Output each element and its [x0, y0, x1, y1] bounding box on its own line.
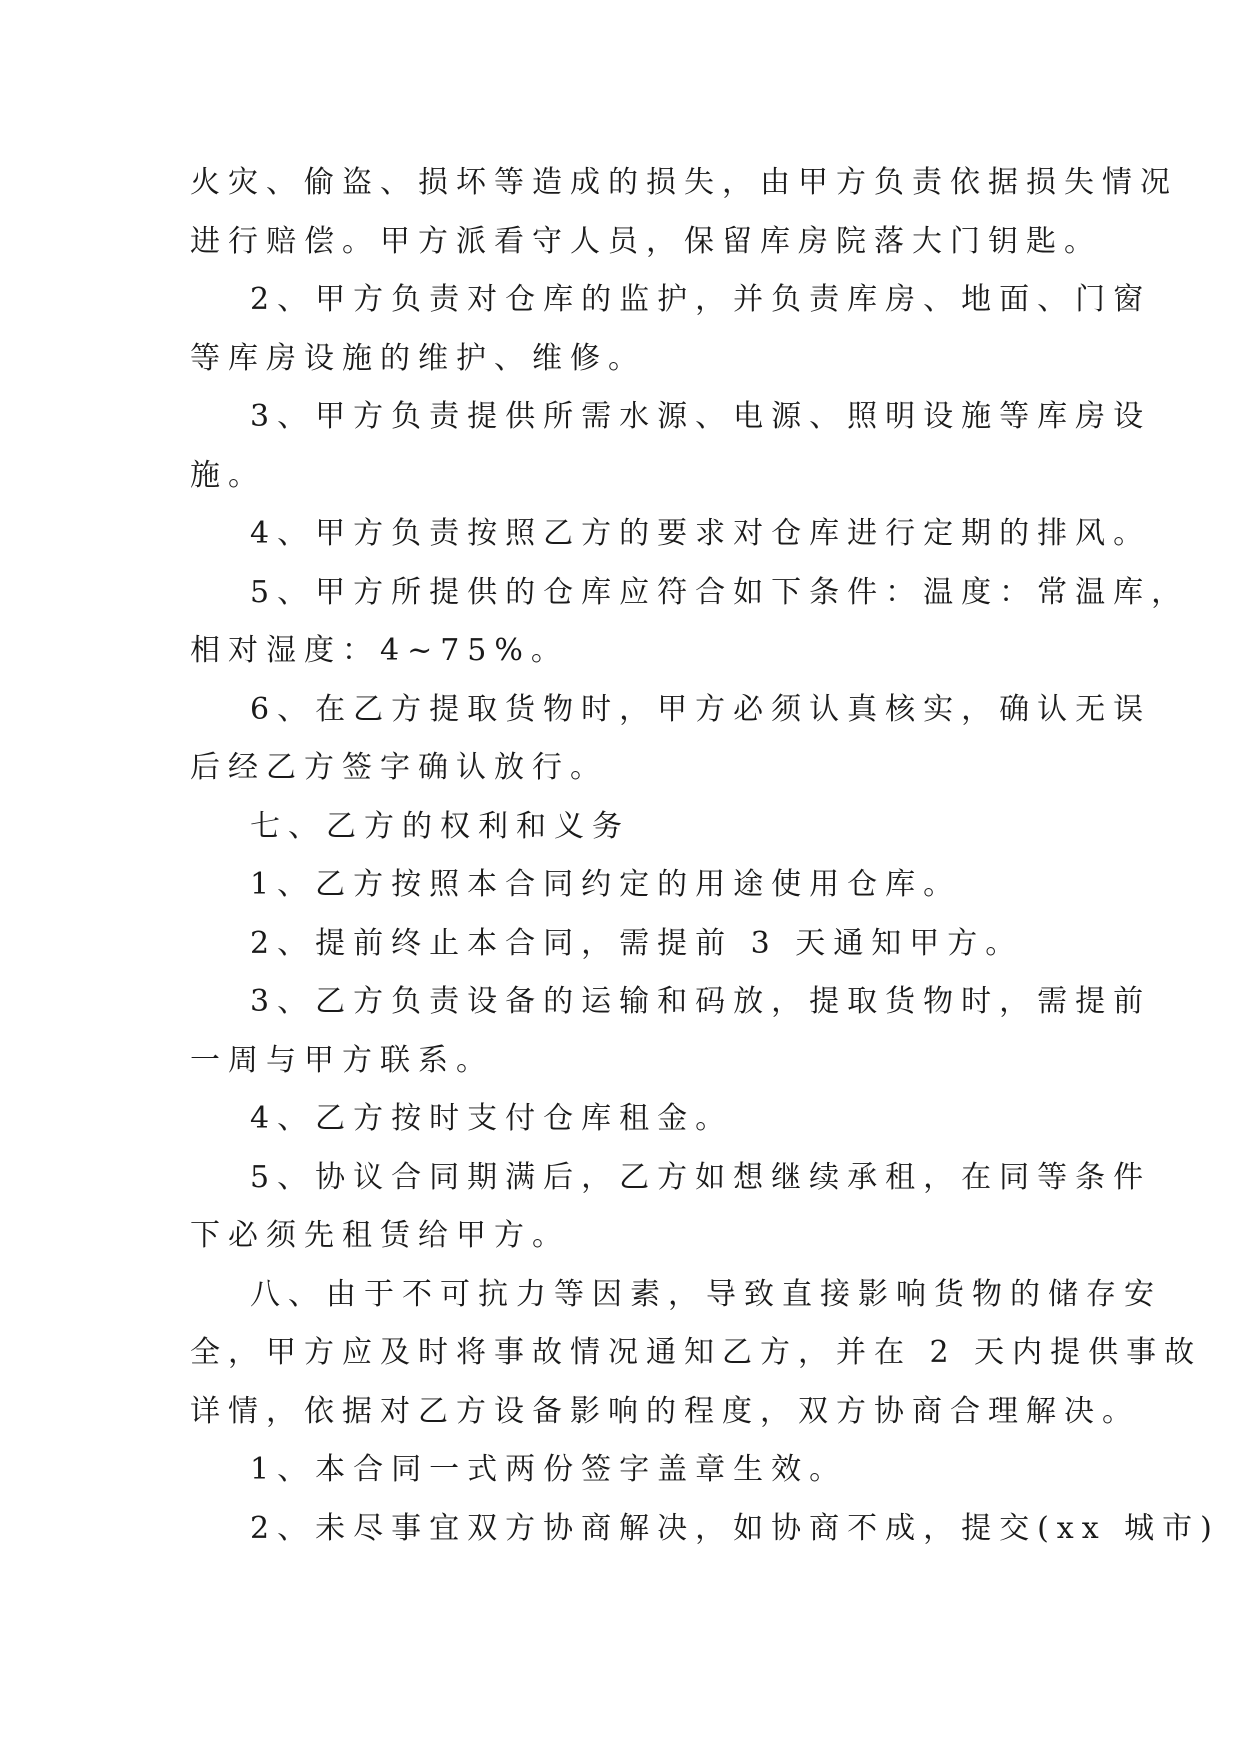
text-line: 全，甲方应及时将事故情况通知乙方，并在 2 天内提供事故 — [190, 1335, 1203, 1370]
text-line: 施。 — [190, 457, 266, 493]
text-line: 3、乙方负责设备的运输和码放，提取货物时，需提前 — [250, 984, 1152, 1019]
text-line: 5、甲方所提供的仓库应符合如下条件：温度：常温库， — [250, 574, 1190, 610]
text-line: 下必须先租赁给甲方。 — [190, 1218, 570, 1253]
text-line: 6、在乙方提取货物时，甲方必须认真核实，确认无误 — [250, 691, 1152, 727]
section-heading: 七、乙方的权利和义务 — [250, 808, 630, 844]
text-line: 1、乙方按照本合同约定的用途使用仓库。 — [250, 867, 962, 902]
text-line: 后经乙方签字确认放行。 — [190, 750, 608, 785]
text-line: 2、提前终止本合同，需提前 3 天通知甲方。 — [250, 925, 1024, 961]
text-line: 等库房设施的维护、维修。 — [190, 340, 646, 376]
text-line: 5、协议合同期满后，乙方如想继续承租，在同等条件 — [250, 1159, 1152, 1195]
text-line: 详情，依据对乙方设备影响的程度，双方协商合理解决。 — [190, 1393, 1140, 1429]
document-body — [190, 154, 1220, 1558]
text-line: 2、未尽事宜双方协商解决，如协商不成，提交(xx 城市) — [250, 1510, 1220, 1546]
text-line: 一周与甲方联系。 — [190, 1042, 494, 1078]
text-line: 4、乙方按时支付仓库租金。 — [250, 1101, 734, 1136]
text-line: 3、甲方负责提供所需水源、电源、照明设施等库房设 — [250, 399, 1152, 434]
section-heading: 八、由于不可抗力等因素，导致直接影响货物的储存安 — [250, 1276, 1162, 1312]
text-line: 1、本合同一式两份签字盖章生效。 — [250, 1452, 848, 1487]
text-line: 进行赔偿。甲方派看守人员，保留库房院落大门钥匙。 — [190, 223, 1102, 259]
text-line: 火灾、偷盗、损坏等造成的损失，由甲方负责依据损失情况 — [190, 165, 1178, 200]
text-line: 2、甲方负责对仓库的监护，并负责库房、地面、门窗 — [250, 282, 1152, 317]
text-line: 相对湿度：4~75%。 — [190, 633, 569, 668]
text-line: 4、甲方负责按照乙方的要求对仓库进行定期的排风。 — [250, 516, 1152, 551]
